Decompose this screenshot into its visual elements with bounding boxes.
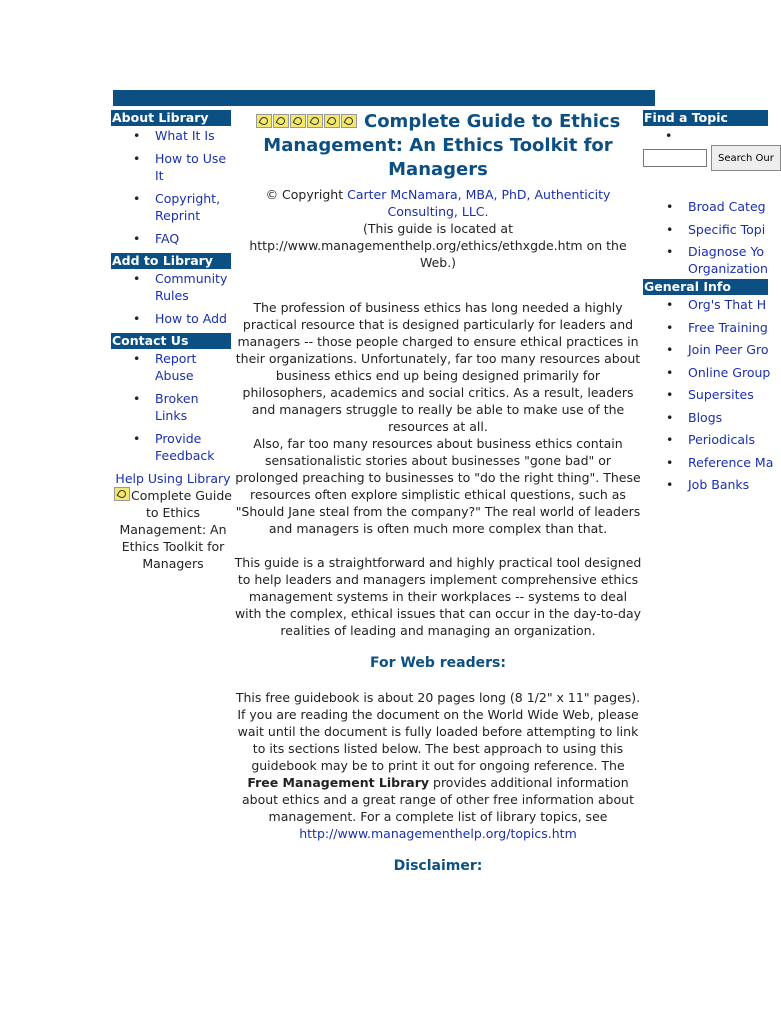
blogs-link[interactable]: Blogs <box>688 409 723 425</box>
copyright-line <box>234 186 642 271</box>
intro-paragraph-1: The profession of business ethics has long needed a highly practical resource that is designed particularly for leaders and managers -- those people charged to ensure ethical practices in their organizations. Unfortunately, far too many resources about business ethics end up being designed primarily for philosophers, academics and social critics. As a result, leaders and managers struggle to really be able to make use of the resources at all. <box>235 300 641 434</box>
broken-links-link[interactable]: Broken Links <box>155 391 199 423</box>
list-item[interactable] <box>643 221 768 238</box>
list-item[interactable] <box>643 341 768 358</box>
faq-link[interactable]: FAQ <box>155 231 180 246</box>
list-item[interactable] <box>643 476 768 493</box>
free-training-link[interactable]: Free Training <box>688 319 768 335</box>
bullet-glyph: • <box>665 128 673 143</box>
contact-us-header: Contact Us <box>111 333 231 349</box>
add-to-library-list <box>111 270 231 327</box>
list-item[interactable] <box>111 430 231 464</box>
how-to-add-link[interactable]: How to Add <box>155 311 227 326</box>
list-item[interactable] <box>643 454 774 471</box>
list-item[interactable] <box>643 296 768 313</box>
list-item[interactable] <box>111 190 231 224</box>
intro-paragraph-3: This guide is a straightforward and highly practical tool designed to help leaders and managers implement comprehensive ethics management systems in their workplaces -- systems to deal with the complex, ethical issues that can occur in the day-to-day realities of leading and managing an organization. <box>234 555 642 638</box>
reference-materials-link[interactable]: Reference Ma <box>688 454 774 470</box>
search-input[interactable] <box>643 149 707 167</box>
provide-feedback-link[interactable]: Provide Feedback <box>155 431 215 463</box>
general-info-list <box>643 296 774 493</box>
search-area <box>643 126 774 166</box>
list-item[interactable] <box>111 127 231 144</box>
add-to-library-header: Add to Library <box>111 253 231 269</box>
help-block <box>111 470 235 572</box>
author-link[interactable]: Carter McNamara, MBA, PhD, Authenticity Consulting, LLC. <box>347 187 611 219</box>
list-item[interactable] <box>643 431 768 448</box>
periodicals-link[interactable]: Periodicals <box>688 432 755 447</box>
specific-topics-link[interactable]: Specific Topi <box>688 221 766 237</box>
right-sidebar <box>643 110 774 499</box>
help-using-library-link[interactable]: Help Using Library <box>115 471 231 486</box>
page-title <box>234 110 642 182</box>
free-management-library-text: Free Management Library <box>247 775 430 790</box>
left-sidebar <box>111 110 231 572</box>
title-icons <box>256 111 364 132</box>
title-text: Complete Guide to Ethics Management: An Ethics Toolkit for Managers <box>263 111 621 180</box>
chain-link-icon <box>324 114 340 128</box>
list-item[interactable] <box>111 270 231 304</box>
list-item[interactable] <box>643 386 768 403</box>
intro-paragraph-2: Also, far too many resources about business ethics contain sensationalistic stories about businesses "gone bad" or prolonged preaching to businesses to "do the right thing". These resources often explore simplistic ethical questions, such as "Should Jane steal from the company?" The real world of leaders and managers is often much more complex than that. <box>235 436 641 536</box>
report-abuse-link[interactable]: Report Abuse <box>155 351 197 383</box>
join-peer-groups-link[interactable]: Join Peer Gro <box>688 342 769 357</box>
about-library-header: About Library <box>111 110 231 126</box>
chain-link-icon <box>290 114 306 128</box>
search-button[interactable]: Search Our <box>711 145 781 171</box>
what-it-is-link[interactable]: What It Is <box>155 128 215 143</box>
chain-link-icon <box>341 114 357 128</box>
disclaimer-heading: Disclaimer: <box>393 858 483 874</box>
list-item[interactable] <box>643 243 768 277</box>
orgs-link[interactable]: Org's That H <box>688 297 767 312</box>
broad-categories-link[interactable]: Broad Categ <box>688 199 766 214</box>
list-item[interactable] <box>111 350 231 384</box>
list-item[interactable] <box>111 150 231 184</box>
online-groups-link[interactable]: Online Group <box>688 364 771 380</box>
contact-us-list <box>111 350 231 464</box>
help-caption: Complete Guide to Ethics Management: An Ethics Toolkit for Managers <box>119 488 232 571</box>
top-banner-bar <box>113 90 655 106</box>
list-item[interactable] <box>111 230 231 247</box>
how-to-use-link[interactable]: How to Use It <box>155 151 227 183</box>
organization-link[interactable]: Organization <box>688 261 768 276</box>
location-note: (This guide is located at http://www.managementhelp.org/ethics/ethxgde.htm on the Web.) <box>249 221 627 270</box>
list-item[interactable] <box>643 409 768 426</box>
diagnose-link[interactable]: Diagnose Yo <box>688 244 765 259</box>
web-readers-text-b: provides additional information about ethics and a great range of other free information about management. For a complete list of library topics, see <box>242 775 634 824</box>
about-library-list <box>111 127 231 247</box>
chain-link-icon <box>273 114 289 128</box>
web-readers-heading: For Web readers: <box>370 655 506 671</box>
supersites-link[interactable]: Supersites <box>688 387 754 402</box>
list-item[interactable] <box>643 198 768 215</box>
list-item[interactable] <box>111 390 231 424</box>
web-readers-paragraph <box>234 689 642 842</box>
main-content <box>234 110 642 874</box>
chain-link-icon <box>114 487 130 501</box>
job-banks-link[interactable]: Job Banks <box>688 477 750 492</box>
chain-link-icon <box>256 114 272 128</box>
find-topic-list <box>643 198 768 277</box>
find-a-topic-header: Find a Topic <box>643 110 768 126</box>
list-item[interactable] <box>643 364 771 381</box>
chain-link-icon <box>307 114 323 128</box>
copyright-prefix: © Copyright <box>265 187 348 202</box>
list-item[interactable] <box>111 310 231 327</box>
web-readers-text-a: This free guidebook is about 20 pages long (8 1/2" x 11" pages). If you are reading the document on the World Wide Web, please wait until the document is fully loaded before attempting to link to its sections listed below. The best approach to using this guidebook may be to print it out for ongoing reference. The <box>235 690 641 773</box>
general-info-header: General Info <box>643 279 768 295</box>
list-item[interactable] <box>643 319 768 336</box>
topics-link[interactable]: http://www.managementhelp.org/topics.htm <box>299 826 577 841</box>
copyright-link[interactable]: Copyright, Reprint <box>155 191 221 223</box>
community-rules-link[interactable]: Community Rules <box>155 271 228 303</box>
